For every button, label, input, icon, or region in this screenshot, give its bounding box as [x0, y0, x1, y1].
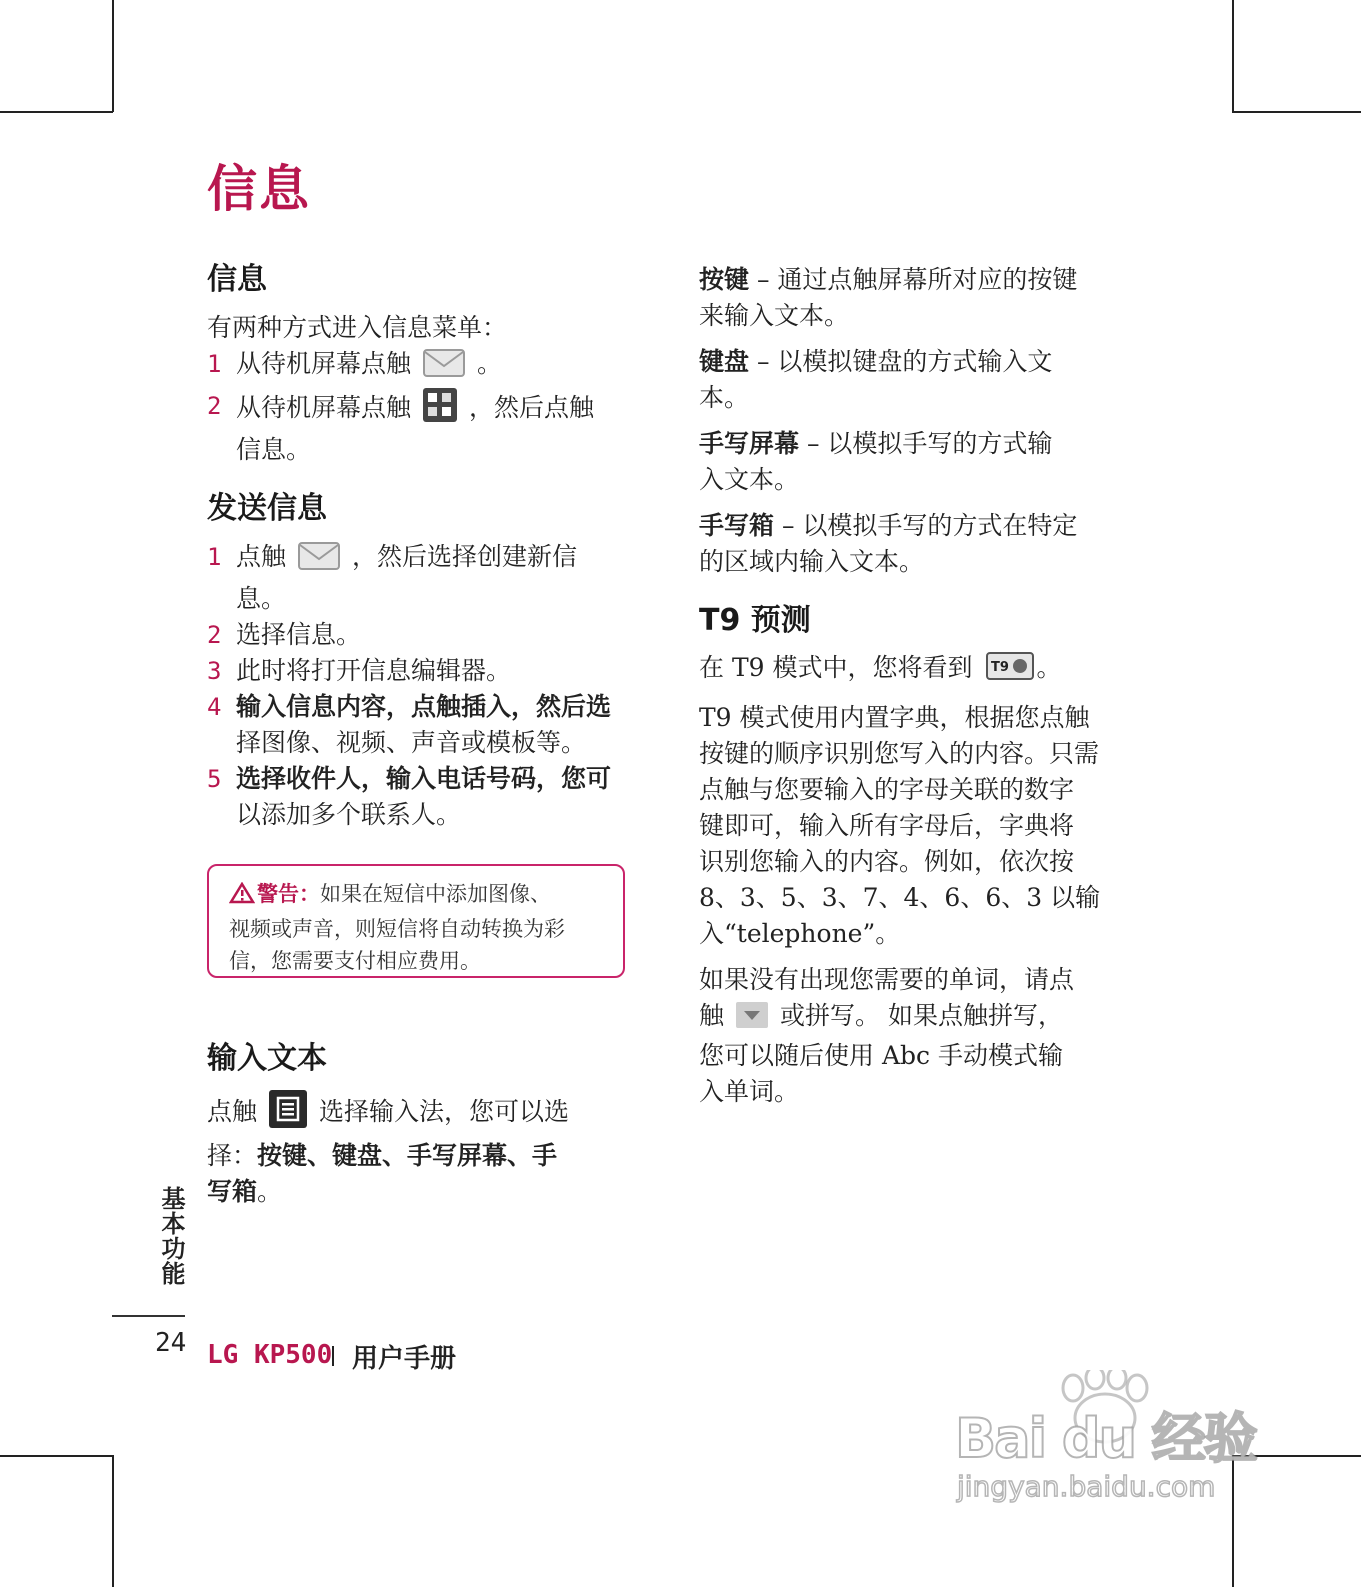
section-heading-messages: 信息: [207, 262, 267, 297]
warning-title: 警告：: [257, 882, 320, 906]
step-number: 4: [207, 693, 222, 721]
envelope-icon: [298, 541, 340, 581]
dropdown-arrow-icon: [736, 1002, 768, 1038]
page-title: 信息: [207, 160, 311, 218]
list-item: 1 点触 ，然后选择创建新信 息。: [207, 539, 657, 617]
send-steps-list: [207, 539, 657, 833]
list-item: 3 此时将打开信息编辑器。: [207, 653, 657, 689]
term-item: 手写箱 – 以模拟手写的方式在特定 的区域内输入文本。: [699, 511, 1078, 576]
t9-paragraph: 如果没有出现您需要的单词，请点 触 或拼写。 如果点触拼写， 您可以随后使用 Abc 手动模式输 入单词。: [699, 965, 1075, 1106]
side-section-label: 基本功能: [157, 1186, 185, 1286]
footer-rule: [112, 1315, 185, 1317]
t9-intro: 在 T9 模式中，您将看到 T9 。: [699, 650, 1159, 690]
term-item: 按键 – 通过点触屏幕所对应的按键 来输入文本。: [699, 265, 1078, 330]
footer-separator: [332, 1346, 334, 1366]
warning-box: 警告：如果在短信中添加图像、 视频或声音，则短信将自动转换为彩 信，您需要支付相应费用。: [207, 864, 625, 978]
step-number: 1: [207, 543, 222, 571]
step-number: 3: [207, 657, 222, 685]
input-methods-list: [699, 262, 1149, 590]
watermark-brand: Bai du 经验: [955, 1407, 1256, 1470]
envelope-icon: [423, 348, 465, 388]
watermark-url: jingyan.baidu.com: [957, 1470, 1216, 1503]
step-number: 1: [207, 350, 222, 378]
section-messages-body: [207, 310, 657, 468]
crop-mark: [1232, 0, 1234, 112]
t9-paragraph: T9 模式使用内置字典，根据您点触 按键的顺序识别您写入的内容。只需 点触与您要输入的字母关联的数字 键即可，输入所有字母后，字典将 识别您输入的内容。例如，依次按 8、3、5、3、7、4、6、6、3 以输 入“telephone”。: [699, 703, 1101, 948]
menu-grid-icon: [423, 388, 457, 432]
crop-mark: [0, 111, 113, 113]
crop-mark: [0, 1455, 113, 1457]
crop-mark: [112, 0, 114, 112]
crop-mark: [1232, 111, 1361, 113]
menu-list-icon: [269, 1090, 307, 1138]
section-heading-input-text: 输入文本: [207, 1041, 327, 1076]
list-item: 4 输入信息内容，点触插入，然后选 择图像、视频、声音或模板等。: [207, 689, 657, 761]
step-number: 2: [207, 392, 222, 420]
step-number: 5: [207, 765, 222, 793]
baidu-watermark: [955, 1370, 1265, 1510]
term-item: 手写屏幕 – 以模拟手写的方式输 入文本。: [699, 429, 1053, 494]
access-steps-list: [207, 346, 657, 468]
intro-text: 有两种方式进入信息菜单：: [207, 313, 508, 342]
step-number: 2: [207, 621, 222, 649]
input-text-body: 点触 选择输入法，您可以选 择：按键、键盘、手写屏幕、手 写箱。: [207, 1090, 657, 1210]
page-number: 24: [155, 1328, 187, 1358]
list-item: 2 从待机屏幕点触 ，然后点触 信息。: [207, 388, 657, 468]
t9-body: [699, 650, 1159, 1110]
t9-icon-label: T9: [991, 660, 1010, 675]
section-heading-send-message: 发送信息: [207, 491, 327, 526]
list-item: 5 选择收件人，输入电话号码，您可 以添加多个联系人。: [207, 761, 657, 833]
t9-toggle-icon: [986, 652, 1034, 690]
list-item: 2 选择信息。: [207, 617, 657, 653]
crop-mark: [112, 1455, 114, 1587]
section-heading-t9: T9 预测: [699, 603, 811, 638]
footer-manual: 用户手册: [352, 1344, 457, 1374]
warning-triangle-icon: [229, 881, 255, 913]
footer-product: LG KP500: [207, 1340, 333, 1370]
list-item: 1 从待机屏幕点触 。: [207, 346, 657, 388]
term-item: 键盘 – 以模拟键盘的方式输入文 本。: [699, 347, 1053, 412]
